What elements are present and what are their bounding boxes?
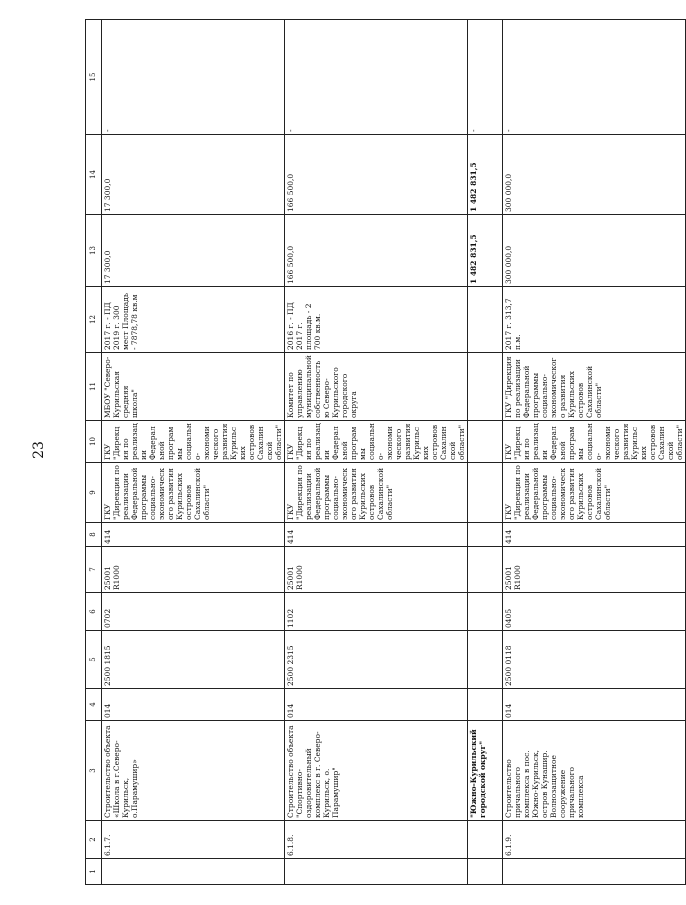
object-name: Строительство объекта «Школа в г.Северо-Курильск, о.Парамушир» bbox=[102, 721, 285, 821]
cell-c13: 300 000,0 bbox=[503, 215, 686, 287]
section-c13: 1 482 831,5 bbox=[468, 215, 503, 287]
col-header: 12 bbox=[86, 287, 102, 353]
table-row bbox=[102, 20, 285, 885]
col-header: 15 bbox=[86, 20, 102, 135]
cell-c10: ГКУ "Дирекция по реализации Федеральной программы социально-экономического развития Курильских островов Сахалинской области" bbox=[285, 421, 468, 463]
table-row bbox=[285, 20, 468, 885]
row-number: 6.1.9. bbox=[503, 821, 686, 859]
budget-table bbox=[85, 19, 686, 885]
object-name: Строительство причального комплекса в пос. Южно-Курильск, остров Кунашир. Волнозащитное сооружение причального комплекса bbox=[503, 721, 686, 821]
cell-c14: 17 300,0 bbox=[102, 135, 285, 215]
col-header: 9 bbox=[86, 463, 102, 523]
cell-c12: 2017 г. 313,7 п.м. bbox=[503, 287, 686, 353]
col-header: 7 bbox=[86, 547, 102, 593]
cell-c12: 2017 г. - ПД 2019 г. 300 мест Площадь - 7878,78 кв.м bbox=[102, 287, 285, 353]
cell-c11: МБОУ "Северо-Курильская средняя школа" bbox=[102, 353, 285, 421]
cell-c13: 17 300,0 bbox=[102, 215, 285, 287]
row-number: 6.1.7. bbox=[102, 821, 285, 859]
cell-c5: 2500 0118 bbox=[503, 631, 686, 689]
cell-c13: 166 500,0 bbox=[285, 215, 468, 287]
page-number: 23 bbox=[31, 441, 47, 459]
col-header: 6 bbox=[86, 593, 102, 631]
col-header: 11 bbox=[86, 353, 102, 421]
cell-c8: 414 bbox=[285, 523, 468, 547]
col-header: 4 bbox=[86, 689, 102, 721]
cell-c15: - bbox=[285, 20, 468, 135]
col-header: 14 bbox=[86, 135, 102, 215]
cell-c7: 25001 R1000 bbox=[102, 547, 285, 593]
cell-c5: 2500 1815 bbox=[102, 631, 285, 689]
cell-c4: 014 bbox=[503, 689, 686, 721]
cell-c7: 25001 R1000 bbox=[285, 547, 468, 593]
cell-c15: - bbox=[503, 20, 686, 135]
col-header: 5 bbox=[86, 631, 102, 689]
table-row bbox=[503, 20, 686, 885]
col-header: 10 bbox=[86, 421, 102, 463]
cell-c8: 414 bbox=[503, 523, 686, 547]
col-header: 3 bbox=[86, 721, 102, 821]
object-name: Строительство объекта "Спортивно-оздоровительный комплекс в г. Северо-Курильск, о. Парамушир" bbox=[285, 721, 468, 821]
cell-c9: ГКУ "Дирекция по реализации Федеральной программы социально-экономического развития Курильских островов Сахалинской области" bbox=[285, 463, 468, 523]
col-header: 2 bbox=[86, 821, 102, 859]
cell-c11: ГКУ "Дирекция по реализации Федеральной программы социально-экономического развития Курильских островов Сахалинской области" bbox=[503, 353, 686, 421]
section-c14: 1 482 831,5 bbox=[468, 135, 503, 215]
col-header: 1 bbox=[86, 859, 102, 885]
cell-c12: 2016 г. - ПД 2017 г. площадь - 2 700 кв.м. bbox=[285, 287, 468, 353]
cell-c15: - bbox=[102, 20, 285, 135]
cell-c5: 2500 2315 bbox=[285, 631, 468, 689]
col-header: 8 bbox=[86, 523, 102, 547]
rotated-table-container bbox=[85, 20, 684, 885]
cell-c4: 014 bbox=[102, 689, 285, 721]
cell-c10: ГКУ "Дирекция по реализации Федеральной программы социально-экономического развития Курильских островов Сахалинской области" bbox=[503, 421, 686, 463]
cell-c6: 0405 bbox=[503, 593, 686, 631]
cell-c6: 0702 bbox=[102, 593, 285, 631]
col-header: 13 bbox=[86, 215, 102, 287]
cell-c7: 25001 R1000 bbox=[503, 547, 686, 593]
section-c15: - bbox=[468, 20, 503, 135]
section-row bbox=[468, 20, 503, 885]
cell-c6: 1102 bbox=[285, 593, 468, 631]
cell-c9: ГКУ "Дирекция по реализации Федеральной программы социально-экономического развития Курильских островов Сахалинской области" bbox=[102, 463, 285, 523]
row-number: 6.1.8. bbox=[285, 821, 468, 859]
cell-c11: Комитет по управлению муниципальной собственностью Северо-Курильского городского округа bbox=[285, 353, 468, 421]
cell-c9: ГКУ "Дирекция по реализации Федеральной программы социально-экономического развития Курильских островов Сахалинской области" bbox=[503, 463, 686, 523]
section-title: "Южно-Курильский городской округ" bbox=[468, 721, 503, 821]
cell-c4: 014 bbox=[285, 689, 468, 721]
cell-c14: 166 500,0 bbox=[285, 135, 468, 215]
cell-c14: 300 000,0 bbox=[503, 135, 686, 215]
column-number-row bbox=[86, 20, 102, 885]
cell-c10: ГКУ "Дирекция по реализации Федеральной программы социально-экономического развития Курильских островов Сахалинской области" bbox=[102, 421, 285, 463]
cell-c8: 414 bbox=[102, 523, 285, 547]
